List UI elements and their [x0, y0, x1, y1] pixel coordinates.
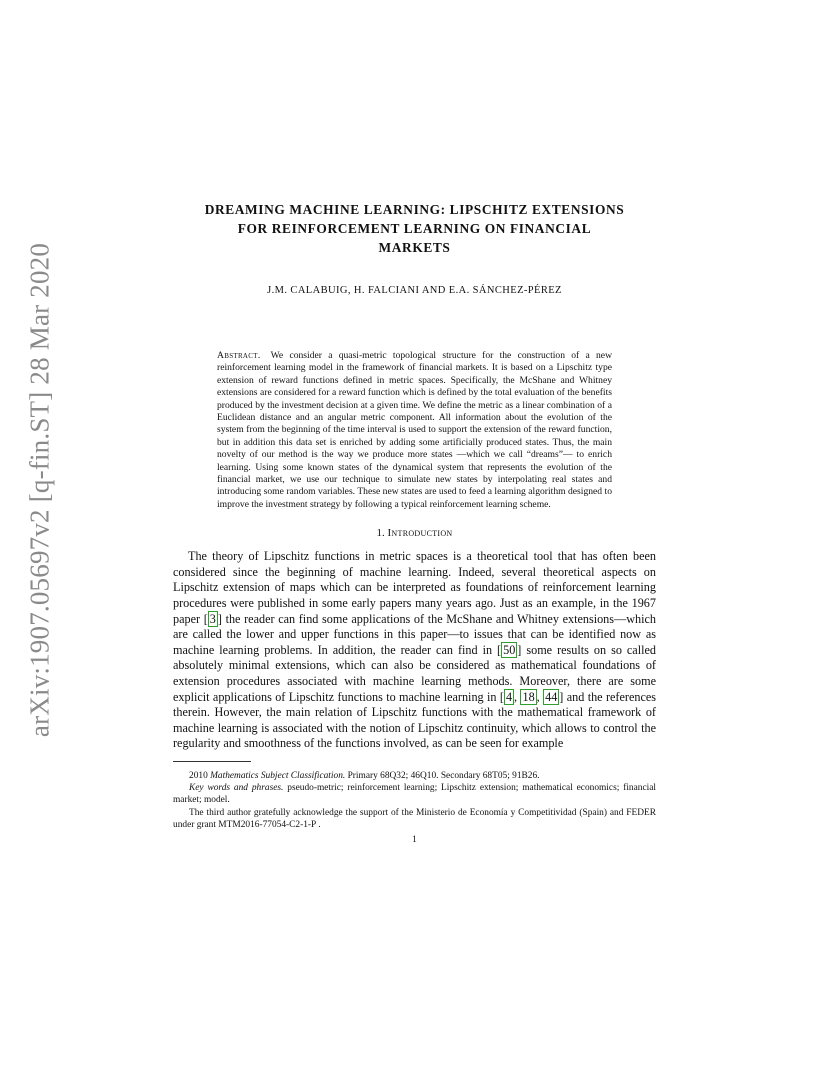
- title-line-3: MARKETS: [378, 240, 451, 255]
- section-heading: [173, 527, 656, 539]
- footnote-keywords-label: Key words and phrases.: [189, 783, 284, 794]
- abstract-label: Abstract.: [217, 350, 261, 361]
- title-line-2: FOR REINFORCEMENT LEARNING ON FINANCIAL: [237, 221, 592, 236]
- footnote-msc-label: Mathematics Subject Classification.: [210, 771, 346, 781]
- citation-link[interactable]: 50: [503, 642, 516, 657]
- citation-link[interactable]: 18: [522, 689, 535, 704]
- page-number: 1: [412, 835, 417, 846]
- intro-text-2: the reader can find some applications of the McShane and Whitney extensions—which are called the lower and upper functions in this paper—to issues that can be identified now as machine learning problems. In addition, the reader can find in: [173, 611, 656, 657]
- title-line-1: DREAMING MACHINE LEARNING: LIPSCHITZ EXTENSIONS: [204, 202, 625, 217]
- author-list: J.M. CALABUIG, H. FALCIANI AND E.A. SÁNCHEZ-PÉREZ: [267, 285, 562, 296]
- footnote-divider: [173, 761, 251, 762]
- footnote-keywords: [173, 782, 656, 806]
- section-title: Introduction: [387, 527, 453, 540]
- abstract: [217, 350, 612, 511]
- footnote-funding: The third author gratefully acknowledge the support of the Ministerio de Economía y Competitividad (Spain) and FEDER under grant MTM2016-77054-C2-1-P .: [173, 807, 656, 830]
- citation-link[interactable]: 3: [209, 611, 216, 626]
- citation-link[interactable]: 4: [505, 689, 513, 704]
- footnote-msc: [173, 770, 656, 782]
- footnote-year: 2010: [189, 771, 208, 781]
- abstract-text: We consider a quasi-metric topological structure for the construction of a new reinforcement learning model in the framework of financial markets. It is based on a Lipschitz type extension of reward functions defined in metric spaces. Specifically, the McShane and Whitney extensions are considered for a reward function which is defined by the total evaluation of the benefits produced by the investment decision at a given time. We define the metric as a linear combination of a Euclidean distance and an angular metric component. All information about the evolution of the system from the beginning of the time interval is used to support the extension of the reward function, but in addition this data set is enriched by adding some artificially produced states. Thus, the main novelty of our method is the way we produce more states —which we call “dreams”— to enrich learning. Using some known states of the dynamical system that represents the evolution of the financial market, we use our technique to simulate new states by interpolating real states and introducing some random variables. These new states are used to feed a learning algorithm designed to improve the investment strategy by following a typical reinforcement learning scheme.: [217, 350, 612, 510]
- intro-text-4: and the references therein. However, the main relation of Lipschitz functions with the mathematical framework of machine learning is associated with the notion of Lipschitz continuity, which allows to control the regularity and smoothness of the functions involved, as can be seen for example: [173, 689, 657, 751]
- intro-paragraph: The theory of Lipschitz functions in metric spaces is a theoretical tool that has often been considered since the beginning of machine learning. Indeed, several theoretical aspects on Lipschitz extension of maps which can be interpreted as foundations of reinforcement learning procedures were published in some early papers many years ago. Just as an example, in the 1967 paper [ 3 ] the reader can find some applications of the McShane and Whitney extensions—which are called the lower and upper functions in this paper—to issues that can be identified now as machine learning problems. In addition, the reader can find in [ 50 ] some results on so called absolutely minimal extensions, which can also be considered as mathematical foundations of extension procedures associated with machine learning methods. Moreover, there are some explicit applications of Lipschitz functions to machine learning in [ 4 , 18 , 44 ] and the references therein. However, the main relation of Lipschitz functions with the mathematical framework of machine learning is associated with the notion of Lipschitz continuity, which allows to control the regularity and smoothness of the functions involved, as can be seen for example: [173, 549, 657, 751]
- arxiv-sidebar-stamp: arXiv:1907.05697v2 [q-fin.ST] 28 Mar 2020: [24, 242, 55, 738]
- citation-link[interactable]: 44: [545, 689, 558, 704]
- footnote-keywords-text: pseudo-metric; reinforcement learning; Lipschitz extension; mathematical economics; financial market; model.: [173, 783, 656, 806]
- intro-text-1: The theory of Lipschitz functions in metric spaces is a theoretical tool that has often been considered since the beginning of machine learning. Indeed, several theoretical aspects on Lipschitz extension of maps which can be interpreted as foundations of reinforcement learning procedures were published in some early papers many years ago. Just as an example, in the 1967 paper: [173, 549, 656, 626]
- intro-text-3: some results on so called absolutely minimal extensions, which can also be considered as mathematical foundations of extension procedures associated with machine learning methods. Moreover, there are some explicit applications of Lipschitz functions to machine learning in: [173, 642, 656, 704]
- paper-page: [173, 200, 656, 845]
- footnote-msc-text: Primary 68Q32; 46Q10. Secondary 68T05; 91B26.: [347, 771, 540, 781]
- section-number: 1.: [376, 527, 385, 540]
- footnotes: [173, 770, 656, 831]
- paper-title: [173, 200, 656, 257]
